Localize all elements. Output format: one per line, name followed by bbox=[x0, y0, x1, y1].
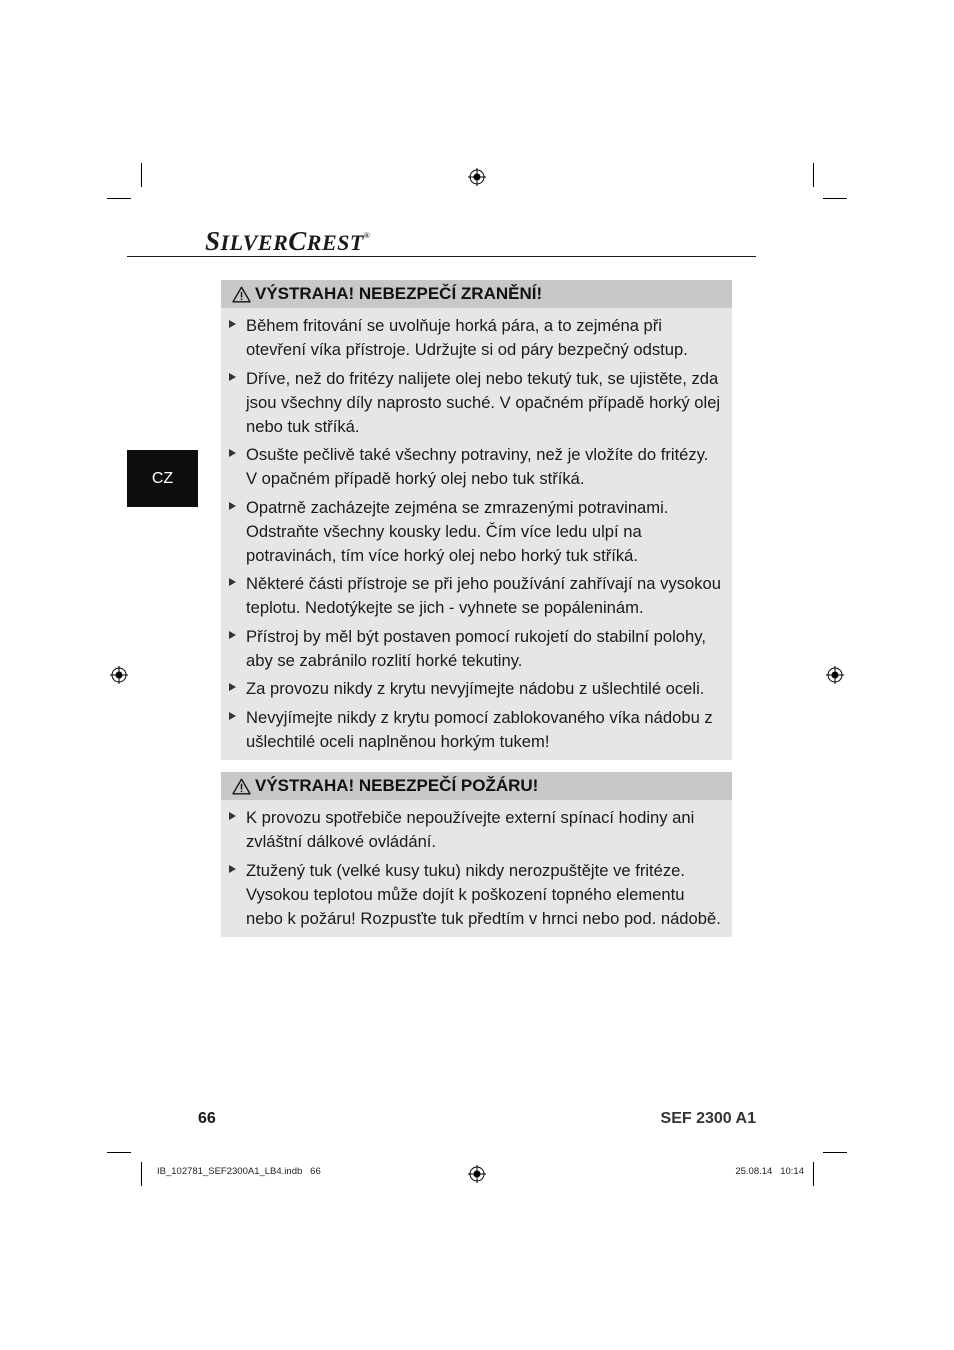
crop-mark bbox=[141, 1162, 142, 1186]
list-item: Opatrně zacházejte zejména se zmrazenými potravinami. Odstraňte všechny kousky ledu. Čím více ledu ulpí na potravinách, tím více horký olej nebo horký tuk stříká. bbox=[229, 496, 724, 568]
warning-box-injury bbox=[221, 280, 732, 760]
brand-logo: SILVERCREST® bbox=[205, 226, 371, 256]
list-item: Osušte pečlivě také všechny potraviny, než je vložíte do fritézy. V opačném případě horký olej nebo tuk stříká. bbox=[229, 443, 724, 491]
bullet-arrow-icon bbox=[229, 683, 236, 691]
bullet-arrow-icon bbox=[229, 631, 236, 639]
list-item: K provozu spotřebiče nepoužívejte externí spínací hodiny ani zvláštní dálkové ovládání. bbox=[229, 806, 724, 854]
warning-box-header bbox=[221, 772, 732, 800]
list-item: Za provozu nikdy z krytu nevyjímejte nádobu z ušlechtilé oceli. bbox=[229, 677, 724, 701]
bullet-arrow-icon bbox=[229, 865, 236, 873]
header-rule bbox=[127, 256, 756, 257]
warning-list bbox=[221, 800, 732, 937]
warning-triangle-icon bbox=[232, 778, 251, 795]
list-item: Dříve, než do fritézy nalijete olej nebo tekutý tuk, se ujistěte, zda jsou všechny díly naprosto suché. V opačném případě horký olej nebo tuk stříká. bbox=[229, 367, 724, 439]
crop-mark bbox=[107, 198, 131, 199]
list-item: Některé části přístroje se při jeho používání zahřívají na vysokou teplotu. Nedotýkejte se jich - vyhnete se popáleninám. bbox=[229, 572, 724, 620]
registration-mark-icon bbox=[110, 666, 128, 684]
language-tab: CZ bbox=[127, 450, 198, 507]
registration-mark-icon bbox=[468, 168, 486, 186]
crop-mark bbox=[813, 163, 814, 187]
warning-box-fire bbox=[221, 772, 732, 937]
bullet-arrow-icon bbox=[229, 812, 236, 820]
crop-mark bbox=[813, 1162, 814, 1186]
warning-box-title: VÝSTRAHA! NEBEZPEČÍ ZRANĚNÍ! bbox=[255, 284, 543, 303]
crop-mark bbox=[107, 1152, 131, 1153]
list-item: Ztužený tuk (velké kusy tuku) nikdy nerozpuštějte ve fritéze. Vysokou teplotou může dojít k poškození topného elementu nebo k požáru! Rozpusťte tuk předtím v hrnci nebo pod. nádobě. bbox=[229, 859, 724, 931]
warning-triangle-icon bbox=[232, 286, 251, 303]
warning-box-title: VÝSTRAHA! NEBEZPEČÍ POŽÁRU! bbox=[255, 776, 539, 795]
print-slug-file: IB_102781_SEF2300A1_LB4.indb 66 bbox=[157, 1166, 321, 1177]
list-item: Během fritování se uvolňuje horká pára, a to zejména při otevření víka přístroje. Udržujte si od páry bezpečný odstup. bbox=[229, 314, 724, 362]
warning-list bbox=[221, 308, 732, 760]
crop-mark bbox=[823, 198, 847, 199]
warning-box-header bbox=[221, 280, 732, 308]
registration-mark-icon bbox=[468, 1165, 486, 1183]
bullet-arrow-icon bbox=[229, 712, 236, 720]
model-number: SEF 2300 A1 bbox=[660, 1110, 756, 1127]
bullet-arrow-icon bbox=[229, 449, 236, 457]
bullet-arrow-icon bbox=[229, 373, 236, 381]
bullet-arrow-icon bbox=[229, 578, 236, 586]
bullet-arrow-icon bbox=[229, 320, 236, 328]
list-item: Nevyjímejte nikdy z krytu pomocí zablokovaného víka nádobu z ušlechtilé oceli naplněnou horkým tukem! bbox=[229, 706, 724, 754]
registration-mark-icon bbox=[826, 666, 844, 684]
page-number: 66 bbox=[198, 1110, 216, 1127]
crop-mark bbox=[823, 1152, 847, 1153]
list-item: Přístroj by měl být postaven pomocí rukojetí do stabilní polohy, aby se zabránilo rozlití horké tekutiny. bbox=[229, 625, 724, 673]
bullet-arrow-icon bbox=[229, 502, 236, 510]
crop-mark bbox=[141, 163, 142, 187]
print-slug-date: 25.08.14 10:14 bbox=[735, 1166, 804, 1177]
